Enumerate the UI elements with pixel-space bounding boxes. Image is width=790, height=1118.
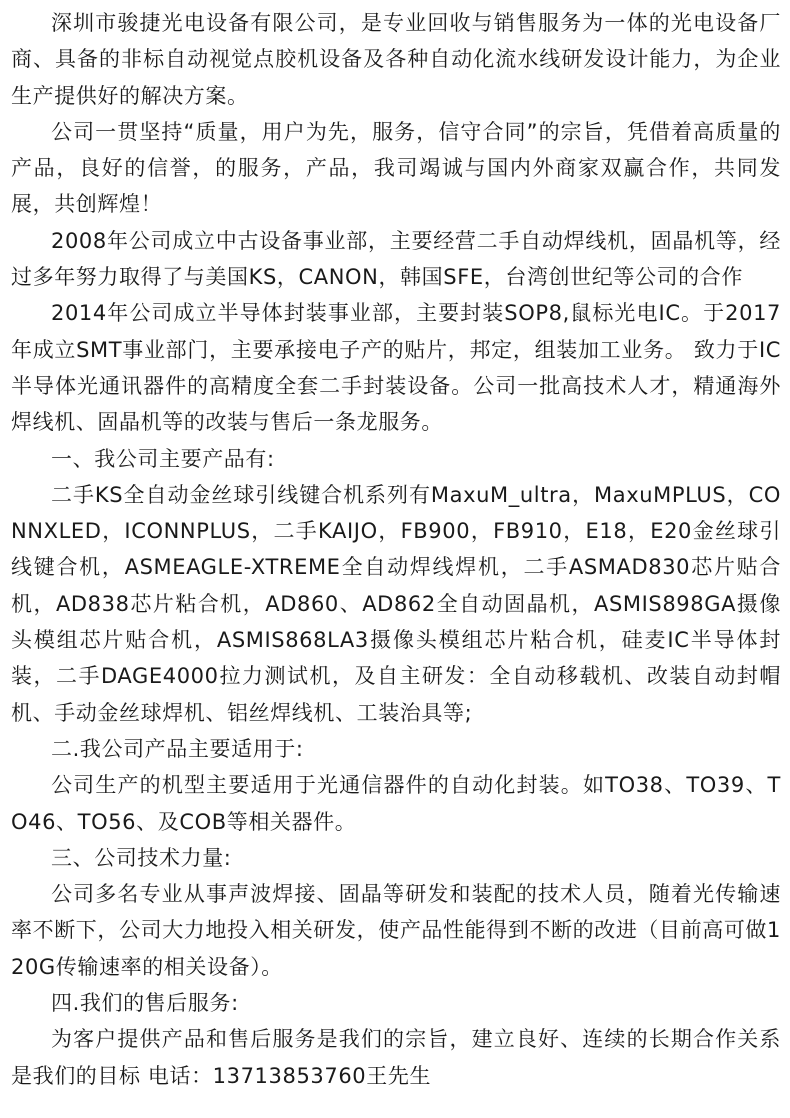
paragraph-main-products: 二手KS全自动金丝球引线键合机系列有MaxuM_ultra，MaxuMPLUS，CONNXLED，ICONNPLUS，二手KAIJO，FB900，FB910，E18，E20金丝球引线键合机，ASMEAGLE-XTREME全自动焊线焊机，二手ASMAD830芯片贴合机，AD838芯片粘合机，AD860、AD862全自动固晶机，ASMIS898GA摄像头模组芯片贴合机，ASMIS868LA3摄像头模组芯片粘合机，硅麦IC半导体封装，二手DAGE4000拉力测试机，及自主研发：全自动移载机、改装自动封帽机、手动金丝球焊机、铝丝焊线机、工装治具等;: [11, 482, 781, 725]
section-heading-main-products: 一、我公司主要产品有:: [51, 446, 275, 471]
paragraph-company-principles: 公司一贯坚持“质量，用户为先，服务，信守合同”的宗旨，凭借着高质量的产品，良好的信誉，的服务，产品，我司竭诚与国内外商家双赢合作，共同发展，共创辉煌！: [11, 119, 781, 217]
paragraph-2014-history: 2014年公司成立半导体封装事业部，主要封装SOP8,鼠标光电IC。于2017年成立SMT事业部门，主要承接电子产的贴片，邦定，组装加工业务。 致力于IC半导体光通讯器件的高精度全套二手封装设备。公司一批高技术人才，精通海外焊线机、固晶机等的改装与售后一条龙服务。: [11, 301, 781, 435]
company-introduction-document: [11, 5, 781, 1094]
paragraph-after-sales-contact: 为客户提供产品和售后服务是我们的宗旨，建立良好、连续的长期合作关系是我们的目标 电话：13713853760王先生: [11, 1027, 781, 1088]
paragraph-company-overview: 深圳市骏捷光电设备有限公司，是专业回收与销售服务为一体的光电设备厂商、具备的非标自动视觉点胶机设备及各种自动化流水线研发设计能力，为企业生产提供好的解决方案。: [11, 11, 781, 108]
section-heading-applications: 二.我公司产品主要适用于:: [51, 736, 304, 761]
section-heading-after-sales: 四.我们的售后服务:: [51, 991, 239, 1016]
paragraph-applications: 公司生产的机型主要适用于光通信器件的自动化封装。如TO38、TO39、TO46、TO56、及COB等相关器件。: [11, 773, 781, 834]
section-heading-technical-strength: 三、公司技术力量:: [51, 845, 232, 870]
paragraph-technical-strength: 公司多名专业从事声波焊接、固晶等研发和装配的技术人员，随着光传输速率不断下，公司大力地投入相关研发，使产品性能得到不断的改进（目前高可做120G传输速率的相关设备）。: [11, 882, 781, 979]
paragraph-2008-history: 2008年公司成立中古设备事业部，主要经营二手自动焊线机，固晶机等，经过多年努力取得了与美国KS，CANON，韩国SFE，台湾创世纪等公司的合作: [11, 228, 781, 290]
